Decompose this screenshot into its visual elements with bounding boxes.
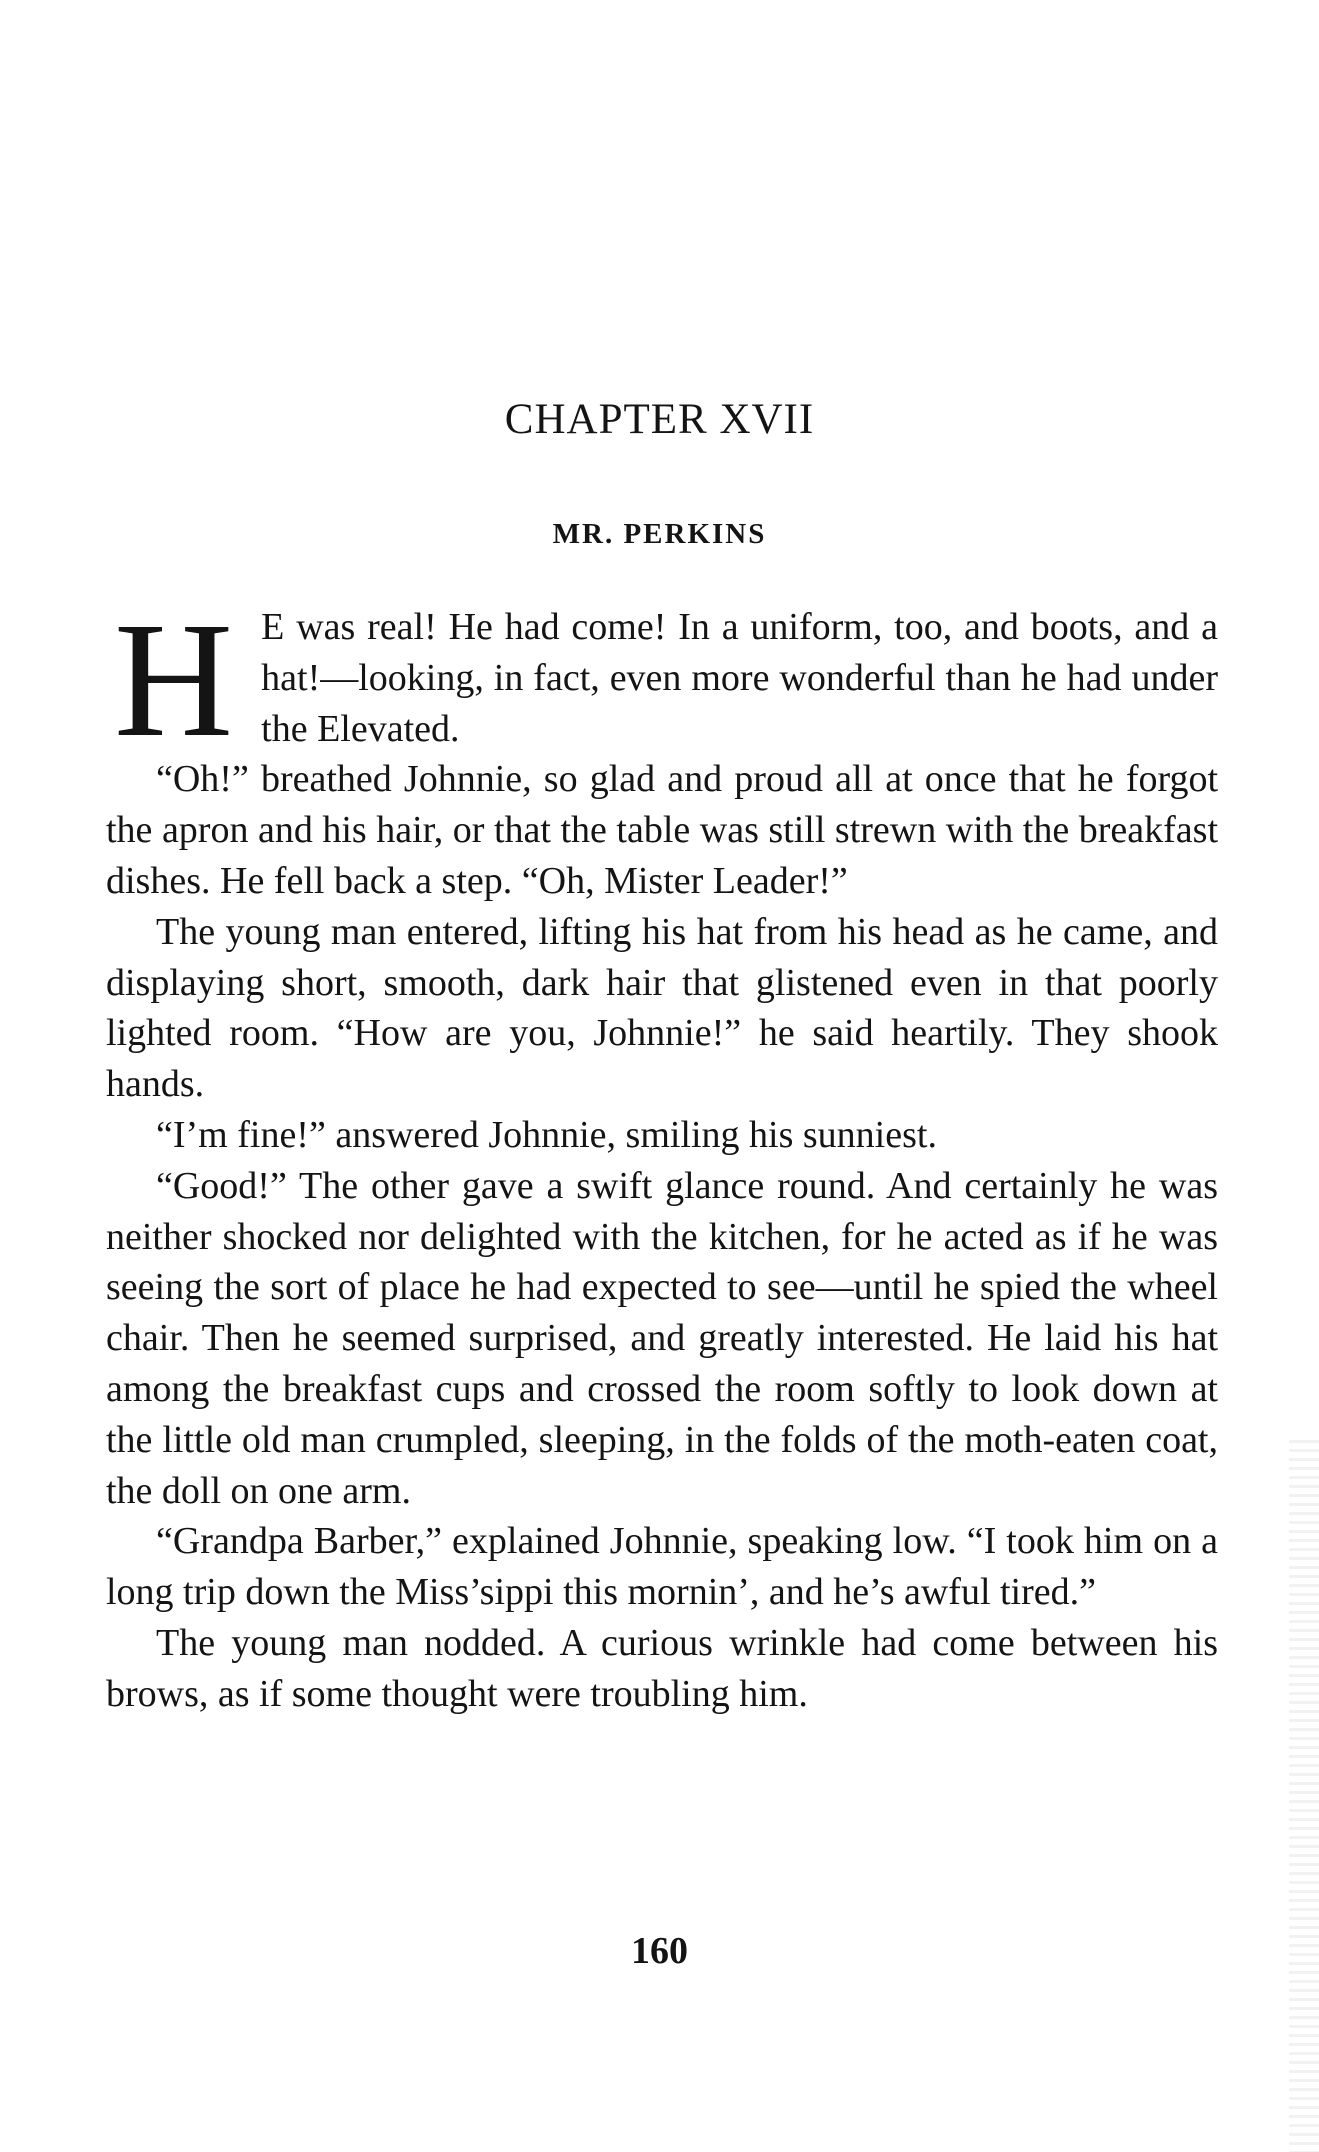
paragraph-3: The young man entered, lifting his hat from his head as he came, and displaying short, smooth, dark hair that glistened even in that poorly lighted room. “How are you, Johnnie!” he said heartily. They shook hands. [106, 910, 1218, 1106]
paragraph-2: “Oh!” breathed Johnnie, so glad and proud all at once that he forgot the apron and his hair, or that the table was still strewn with the breakfast dishes. He fell back a step. “Oh, Mister Leader!” [106, 758, 1218, 902]
paragraph-7: The young man nodded. A curious wrinkle had come between his brows, as if some thought were troubling him. [106, 1621, 1218, 1715]
paragraph-4: “I’m fine!” answered Johnnie, smiling his sunniest. [156, 1113, 937, 1156]
paragraph-6: “Grandpa Barber,” explained Johnnie, speaking low. “I took him on a long trip down the Miss’sippi this mornin’, and he’s awful tired.” [106, 1520, 1218, 1614]
page-edge-texture [1289, 1440, 1319, 2152]
paragraph-5: “Good!” The other gave a swift glance round. And certainly he was neither shocked nor delighted with the kitchen, for he acted as if he was seeing the sort of place he had expected to see—until he spied the wheel chair. Then he seemed surprised, and greatly interested. He laid his hat among the breakfast cups and crossed the room softly to look down at the little old man crumpled, sleeping, in the folds of the moth-eaten coat, the doll on one arm. [106, 1164, 1218, 1512]
paragraph-1-text: E was real! He had come! In a uniform, too, and boots, and a hat!—looking, in fact, even more wonderful than he had under the Elevated. [261, 606, 1218, 750]
paragraph-1 [106, 588, 1218, 771]
chapter-title: CHAPTER XVII [504, 396, 815, 443]
chapter-subtitle: MR. PERKINS [552, 518, 767, 550]
drop-cap: H [114, 588, 234, 771]
chapter-body [106, 588, 1218, 1720]
page-number: 160 [631, 1930, 688, 1972]
